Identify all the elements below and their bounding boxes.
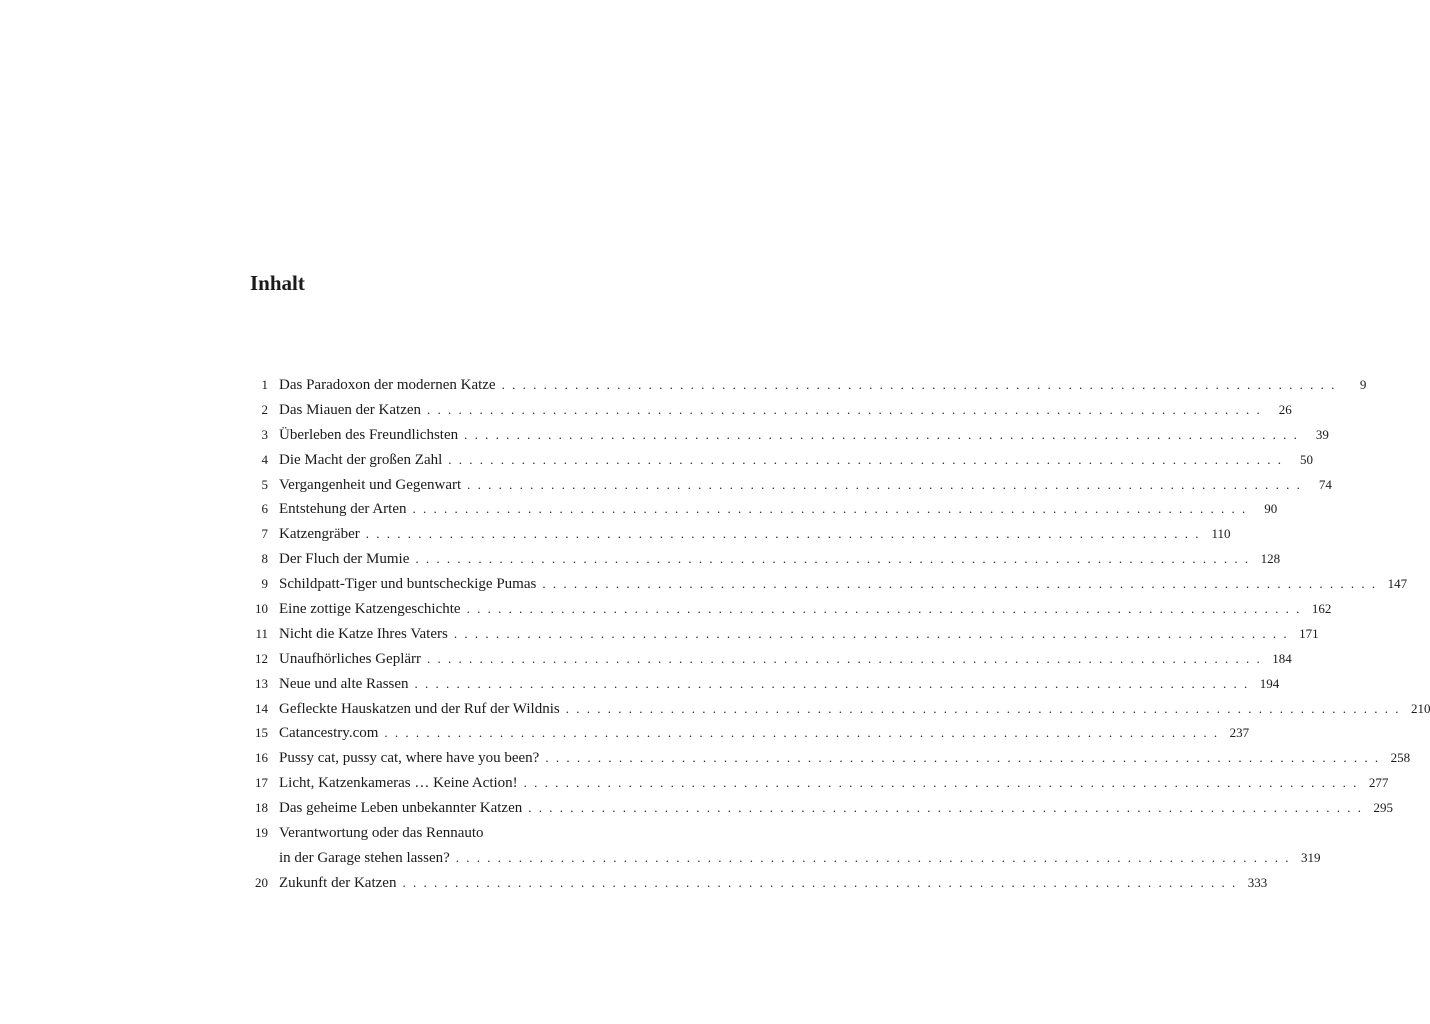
dot-leader: . . . . . . . . . . . . . . . . . . . . . . . . . . . . . . . . . . . . . . . . . . . . . . . . . . . . . . . . . . . . . . . . . . . . . . . . . . . . . . . . — [365, 526, 1201, 542]
toc-entry — [246, 746, 1411, 771]
chapter-number: 5 — [261, 476, 268, 492]
dot-leader: . . . . . . . . . . . . . . . . . . . . . . . . . . . . . . . . . . . . . . . . . . . . . . . . . . . . . . . . . . . . . . . . . . . . . . . . . . . . . . . . — [402, 874, 1238, 890]
chapter-number: 6 — [261, 501, 268, 517]
toc-entry — [246, 672, 1280, 697]
chapter-number: 14 — [255, 700, 268, 716]
dot-leader: . . . . . . . . . . . . . . . . . . . . . . . . . . . . . . . . . . . . . . . . . . . . . . . . . . . . . . . . . . . . . . . . . . . . . . . . . . . . . . . . — [453, 625, 1289, 641]
page-number: 319 — [1301, 849, 1321, 865]
toc-entry — [246, 622, 1319, 647]
chapter-title: Verantwortung oder das Rennauto — [279, 825, 484, 842]
page-number: 258 — [1390, 750, 1411, 766]
chapter-title: Das Miauen der Katzen — [279, 401, 422, 418]
toc-entry — [246, 796, 1393, 821]
chapter-title: Gefleckte Hauskatzen und der Ruf der Wildnis — [279, 700, 560, 717]
dot-leader: . . . . . . . . . . . . . . . . . . . . . . . . . . . . . . . . . . . . . . . . . . . . . . . . . . . . . . . . . . . . . . . . . . . . . . . . . . . . . . . . — [466, 601, 1302, 617]
chapter-title: Das Paradoxon der modernen Katze — [279, 377, 496, 393]
table-of-contents — [246, 373, 1430, 896]
dot-leader: . . . . . . . . . . . . . . . . . . . . . . . . . . . . . . . . . . . . . . . . . . . . . . . . . . . . . . . . . . . . . . . . . . . . . . . . . . . . . . . . — [523, 775, 1359, 791]
page-number: 295 — [1373, 800, 1393, 816]
dot-leader: . . . . . . . . . . . . . . . . . . . . . . . . . . . . . . . . . . . . . . . . . . . . . . . . . . . . . . . . . . . . . . . . . . . . . . . . . . . . . . . . — [464, 426, 1299, 442]
page-number: 210 — [1410, 700, 1430, 716]
page-number: 9 — [1359, 377, 1367, 392]
chapter-number: 7 — [261, 526, 268, 542]
chapter-title: Zukunft der Katzen — [279, 874, 397, 891]
dot-leader: . . . . . . . . . . . . . . . . . . . . . . . . . . . . . . . . . . . . . . . . . . . . . . . . . . . . . . . . . . . . . . . . . . . . . . . . . . . . . . . . — [427, 650, 1262, 666]
toc-entry — [246, 522, 1231, 547]
chapter-number: 15 — [255, 725, 268, 741]
chapter-title-continuation: in der Garage stehen lassen? — [279, 849, 450, 866]
toc-entry — [246, 597, 1332, 622]
page-number: 90 — [1264, 501, 1278, 517]
dot-leader: . . . . . . . . . . . . . . . . . . . . . . . . . . . . . . . . . . . . . . . . . . . . . . . . . . . . . . . . . . . . . . . . . . . . . . . . . . . . . . . . — [528, 800, 1363, 816]
chapter-number: 3 — [261, 426, 268, 442]
toc-entry — [246, 721, 1250, 746]
toc-entry — [246, 821, 748, 846]
toc-entry — [246, 373, 1367, 398]
chapter-title: Vergangenheit und Gegenwart — [279, 476, 462, 493]
page-number: 171 — [1299, 625, 1319, 641]
page-number: 39 — [1315, 426, 1329, 442]
page-number: 277 — [1368, 775, 1389, 791]
page-number: 74 — [1318, 476, 1332, 492]
chapter-title: Unaufhörliches Geplärr — [279, 650, 422, 667]
toc-entry-continuation — [246, 846, 1321, 871]
toc-entry — [246, 398, 1292, 423]
dot-leader: . . . . . . . . . . . . . . . . . . . . . . . . . . . . . . . . . . . . . . . . . . . . . . . . . . . . . . . . . . . . . . . . . . . . . . . . . . . . . . . . — [415, 551, 1251, 567]
chapter-title: Schildpatt-Tiger und buntscheckige Pumas — [279, 576, 537, 593]
toc-entry — [246, 547, 1281, 572]
chapter-number: 4 — [261, 451, 268, 467]
page-number: 26 — [1278, 401, 1292, 417]
dot-leader: . . . . . . . . . . . . . . . . . . . . . . . . . . . . . . . . . . . . . . . . . . . . . . . . . . . . . . . . . . . . . . . . . . . . . . . . . . . . . . . . — [414, 675, 1250, 691]
chapter-title: Das geheime Leben unbekannter Katzen — [279, 800, 523, 817]
page-number: 50 — [1300, 451, 1314, 467]
chapter-title: Pussy cat, pussy cat, where have you been? — [279, 750, 540, 767]
dot-leader: . . . . . . . . . . . . . . . . . . . . . . . . . . . . . . . . . . . . . . . . . . . . . . . . . . . . . . . . . . . . . . . . . . . . . . . . . . . . . . . . — [455, 849, 1291, 865]
page-number: 147 — [1387, 576, 1408, 592]
chapter-number: 18 — [255, 800, 268, 816]
toc-entry — [246, 871, 1268, 896]
dot-leader: . . . . . . . . . . . . . . . . . . . . . . . . . . . . . . . . . . . . . . . . . . . . . . . . . . . . . . . . . . . . . . . . . . . . . . . . . . . . . . . . — [412, 501, 1248, 517]
chapter-number: 17 — [255, 775, 268, 791]
chapter-number: 20 — [255, 874, 268, 890]
page-number: 162 — [1311, 601, 1332, 617]
dot-leader: . . . . . . . . . . . . . . . . . . . . . . . . . . . . . . . . . . . . . . . . . . . . . . . . . . . . . . . . . . . . . . . . . . . . . . . . . . . . . . . . — [427, 401, 1262, 417]
chapter-number: 10 — [255, 601, 268, 617]
chapter-number: 13 — [255, 675, 268, 691]
page-number: 333 — [1247, 874, 1268, 890]
toc-entry — [246, 448, 1314, 473]
page-title: Inhalt — [250, 271, 305, 295]
toc-entry — [246, 497, 1278, 522]
chapter-number: 12 — [255, 650, 268, 666]
chapter-title: Überleben des Freundlichsten — [279, 426, 459, 443]
page-number: 128 — [1260, 551, 1281, 567]
chapter-number: 2 — [261, 401, 268, 417]
chapter-title: Die Macht der großen Zahl — [279, 451, 443, 468]
toc-entry — [246, 473, 1332, 498]
page-number: 237 — [1229, 725, 1250, 741]
chapter-number: 8 — [261, 551, 268, 567]
chapter-title: Eine zottige Katzengeschichte — [279, 601, 461, 618]
chapter-title: Nicht die Katze Ihres Vaters — [279, 625, 448, 642]
toc-entry — [246, 771, 1389, 796]
page-number: 194 — [1259, 675, 1280, 691]
dot-leader: . . . . . . . . . . . . . . . . . . . . . . . . . . . . . . . . . . . . . . . . . . . . . . . . . . . . . . . . . . . . . . . . . . . . . . . . . . . . . . . . — [448, 451, 1284, 467]
page-number: 184 — [1272, 650, 1292, 666]
chapter-title: Der Fluch der Mumie — [279, 551, 410, 568]
chapter-title: Licht, Katzenkameras … Keine Action! — [279, 775, 518, 792]
chapter-number: 1 — [261, 377, 268, 392]
chapter-number: 9 — [261, 576, 268, 592]
chapter-title: Entstehung der Arten — [279, 501, 407, 518]
chapter-title: Katzengräber — [279, 526, 360, 543]
toc-entry — [246, 423, 1329, 448]
dot-leader: . . . . . . . . . . . . . . . . . . . . . . . . . . . . . . . . . . . . . . . . . . . . . . . . . . . . . . . . . . . . . . . . . . . . . . . . . . . . . . . . — [542, 576, 1378, 592]
dot-leader: . . . . . . . . . . . . . . . . . . . . . . . . . . . . . . . . . . . . . . . . . . . . . . . . . . . . . . . . . . . . . . . . . . . . . . . . . . . . . . . . — [384, 725, 1220, 741]
dot-leader: . . . . . . . . . . . . . . . . . . . . . . . . . . . . . . . . . . . . . . . . . . . . . . . . . . . . . . . . . . . . . . . . . . . . . . . . . . . . . . . . — [501, 377, 1337, 392]
dot-leader: . . . . . . . . . . . . . . . . . . . . . . . . . . . . . . . . . . . . . . . . . . . . . . . . . . . . . . . . . . . . . . . . . . . . . . . . . . . . . . . . — [565, 700, 1401, 716]
chapter-number: 16 — [255, 750, 268, 766]
dot-leader: . . . . . . . . . . . . . . . . . . . . . . . . . . . . . . . . . . . . . . . . . . . . . . . . . . . . . . . . . . . . . . . . . . . . . . . . . . . . . . . . — [545, 750, 1381, 766]
toc-entry — [246, 697, 1430, 722]
toc-entry — [246, 572, 1408, 597]
dot-leader: . . . . . . . . . . . . . . . . . . . . . . . . . . . . . . . . . . . . . . . . . . . . . . . . . . . . . . . . . . . . . . . . . . . . . . . . . . . . . . . . — [467, 476, 1302, 492]
toc-entry — [246, 647, 1292, 672]
chapter-number: 11 — [255, 625, 268, 641]
chapter-title: Neue und alte Rassen — [279, 675, 409, 692]
chapter-title: Catancestry.com — [279, 725, 379, 742]
page-number: 110 — [1211, 526, 1231, 542]
chapter-number: 19 — [255, 825, 268, 841]
